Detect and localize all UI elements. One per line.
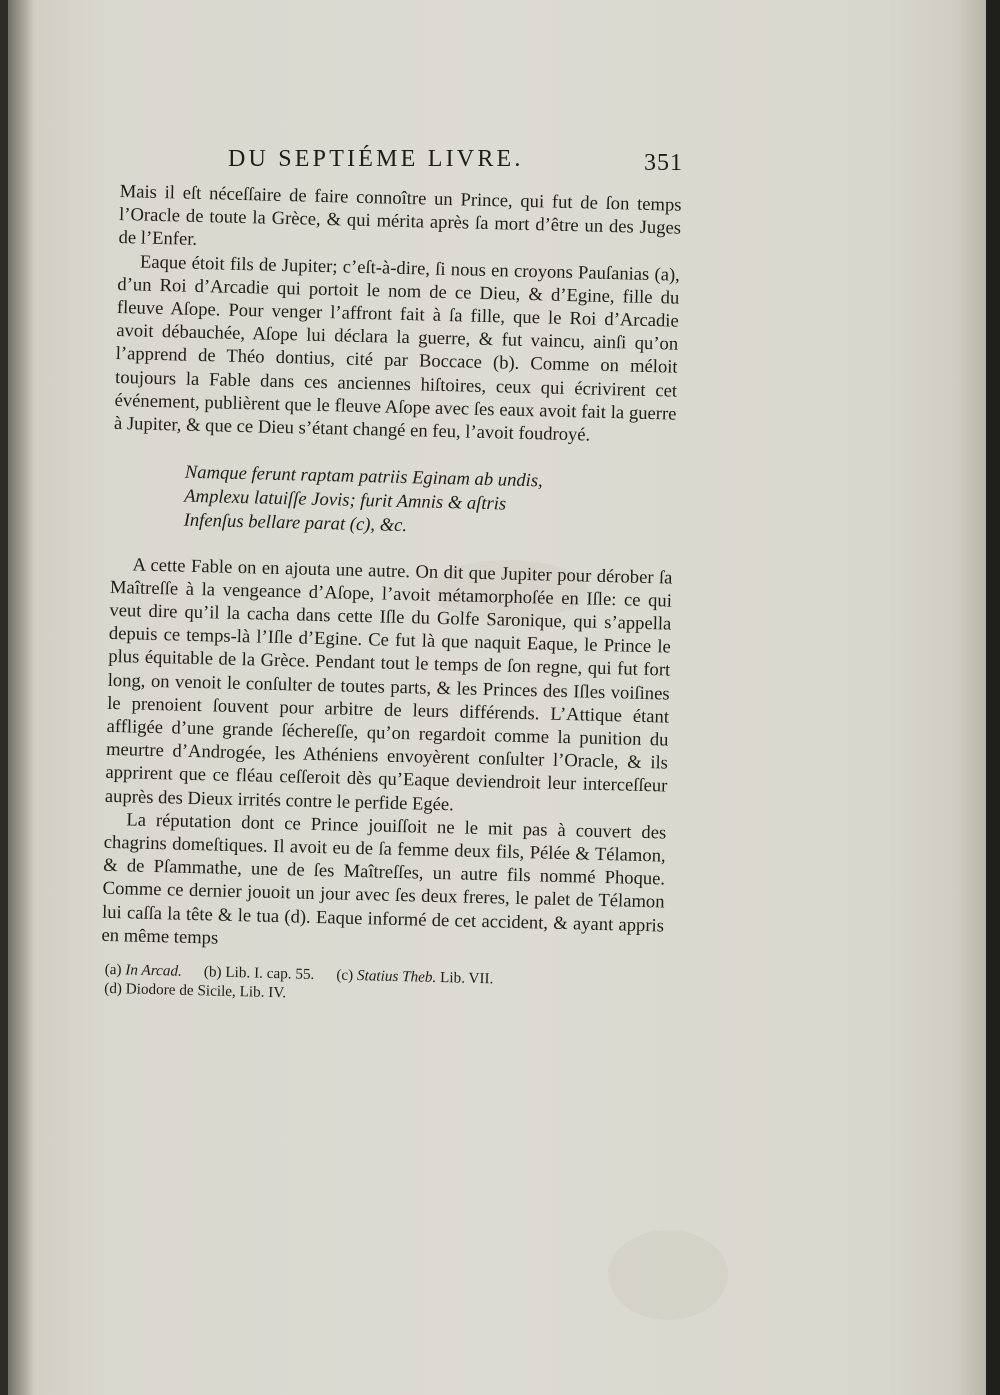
footnote-c — [336, 967, 493, 989]
page-header — [218, 146, 683, 182]
latin-quotation — [183, 461, 675, 544]
book-page — [8, 0, 988, 1395]
footnote-text: Lib. VII. — [439, 969, 494, 988]
page-body — [100, 180, 682, 1012]
quote-line: Infenſus bellare parat (c), &c. — [183, 509, 408, 536]
book-edge — [986, 0, 1000, 1395]
paragraph: Eaque étoit fils de Jupiter; c’eſt-à-dire, ſi nous en croyons Pauſanias (a), d’un Roi d’Arcadie qui portoit le nom de ce Dieu, & d’Egine, fille du fleuve Aſope. Pour venger l’affront fait à ſa fille, que le Roi d’Arcadie avoit débauchée, Aſope lui déclara la guerre, & fut vaincu, ainſi qu’on l’apprend de Théo dontius, cité par Boccace (b). Comme on méloit toujours la Fable dans ces anciennes hiſtoires, ceux qui écrivirent cet événement, publièrent que le fleuve Aſope avec ſes eaux avoit fait la guerre à Jupiter, & que ce Dieu s’étant changé en feu, l’avoit foudroyé. — [113, 251, 681, 446]
footnote-mark: (a) — [104, 960, 122, 979]
footnote-mark: (d) — [104, 979, 123, 997]
footnote-text: Diodore de Sicile, Lib. IV. — [125, 979, 287, 1001]
running-title: DU SEPTIÉME LIVRE. — [228, 146, 524, 172]
footnote-d — [104, 979, 286, 1002]
footnote-text: Lib. I. cap. 55. — [225, 963, 315, 984]
quote-line: Namque ferunt raptam patriis Eginam ab undis, — [184, 461, 543, 492]
page-number: 351 — [644, 150, 683, 176]
footnote-mark: (b) — [203, 963, 222, 981]
footnote-mark: (c) — [336, 966, 354, 985]
quote-line: Amplexu latuiſſe Jovis; furit Amnis & aſtris — [184, 485, 507, 515]
paragraph: La réputation dont ce Prince jouiſſoit ne le mit pas à couvert des chagrins domeſtiques. Il avoit eu de ſa femme deux fils, Pélée & Télamon, & de Pſammathe, une de ſes Maîtreſſes, un autre fils nommé Phoque. Comme ce dernier jouoit un jour avec ſes deux freres, le palet de Télamon lui caſſa la tête & le tua (d). Eaque informé de cet accident, & ayant appris en même temps — [101, 809, 667, 949]
paragraph: A cette Fable on en ajouta une autre. On dit que Jupiter pour dérober ſa Maîtreſſe à la vengeance d’Aſope, l’avoit métamorphoſée en Iſle: ce qui veut dire qu’il la cacha dans cette Iſle du Golfe Saronique, qui s’appella depuis ce temps-là l’Iſle d’Egine. Ce fut là que naquit Eaque, le Prince le plus équitable de la Grèce. Pendant tout le temps de ſon regne, qui fut fort long, on venoit le conſulter de toutes parts, & les Princes des Iſles voiſines le prenoient ſouvent pour arbitre de leurs différends. L’Attique étant affligée d’une grande ſécherеſſe, qu’on regardoit comme la punition du meurtre d’Androgée, les Athéniens envoyèrent conſulter l’Oracle, & ils apprirent que ce fléau ceſſeroit dès qu’Eaque deviendroit leur interceſſeur auprès des Dieux irrités contre le perfide Egée. — [104, 554, 673, 815]
footnote-author: Statius Theb. — [356, 967, 437, 987]
gutter-shadow — [8, 0, 34, 1395]
footnote-a — [104, 961, 182, 981]
paper-stain — [608, 1230, 728, 1320]
footnotes — [100, 961, 663, 1012]
footnote-text: In Arcad. — [125, 961, 183, 980]
paragraph: Mais il eſt néceſſaire de faire connoître un Prince, qui fut de ſon temps l’Oracle de toute la Grèce, & qui mérita après ſa mort d’être un des Juges de l’Enfer. — [118, 180, 682, 251]
